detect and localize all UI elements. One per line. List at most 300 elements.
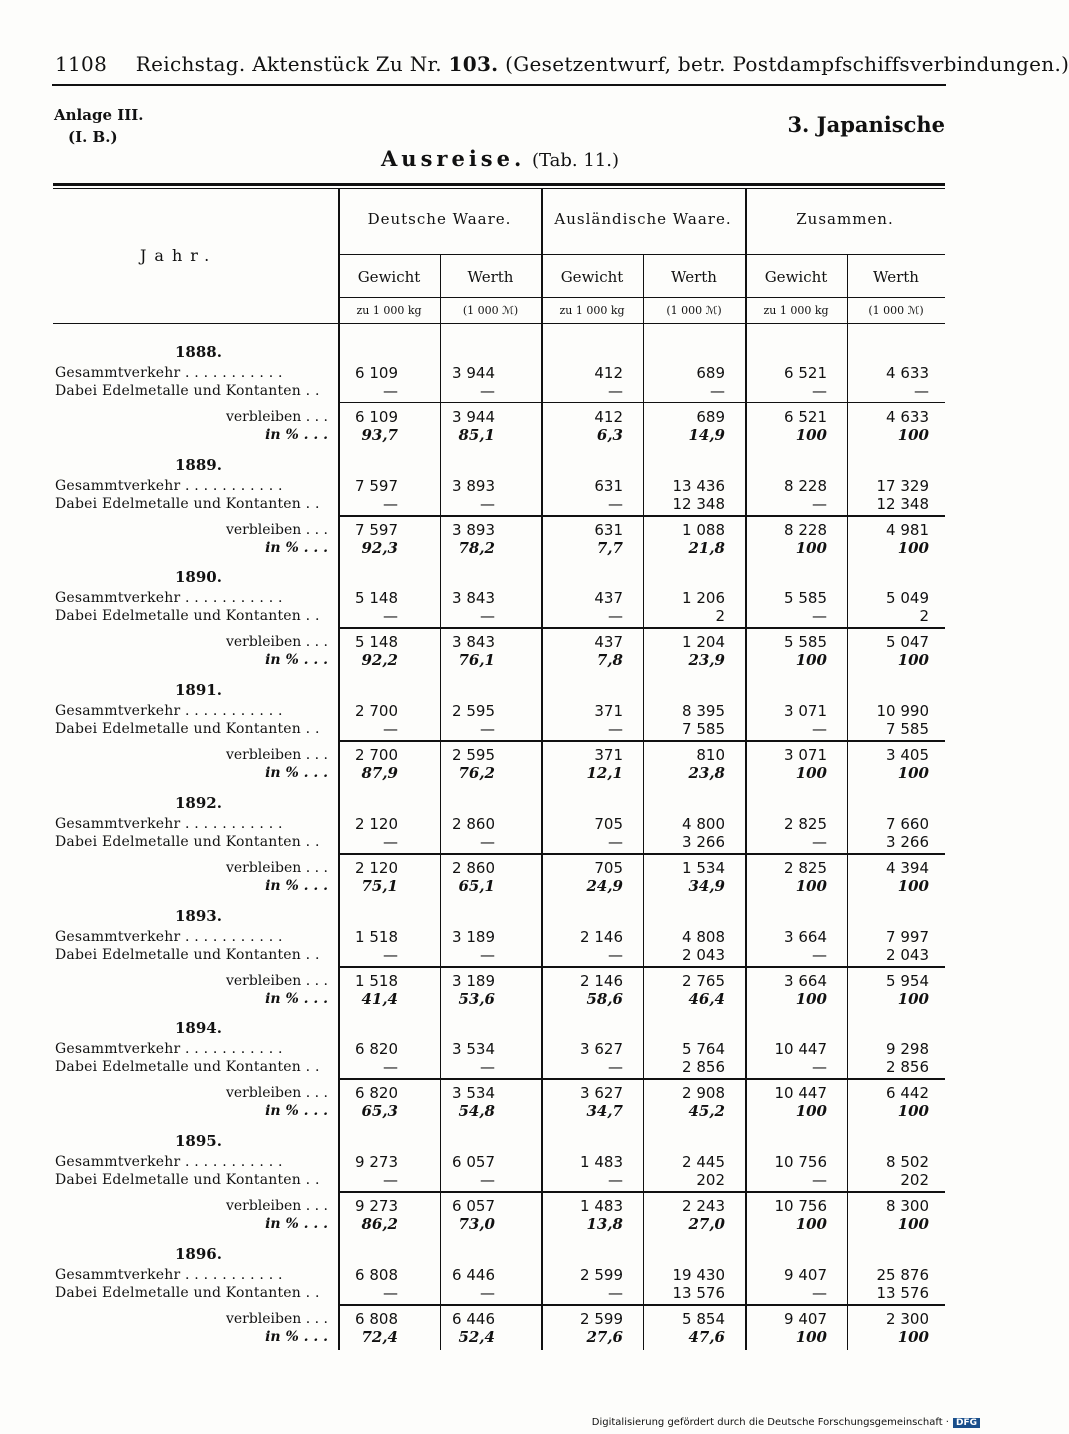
table-cell: — bbox=[812, 1283, 827, 1302]
table-cell: 100 bbox=[795, 876, 827, 895]
table-cell: 412 bbox=[594, 364, 623, 382]
annex-label bbox=[54, 104, 144, 148]
row-label-edelmetalle: Dabei Edelmetalle und Kontanten . . bbox=[55, 833, 320, 850]
table-cell: 6,3 bbox=[596, 426, 623, 444]
table-cell: 4 808 bbox=[682, 927, 725, 946]
document-ref: Aktenstück Zu Nr. bbox=[252, 52, 442, 76]
subtitle-tab: (Tab. 11.) bbox=[531, 150, 619, 171]
table-cell: 65,3 bbox=[361, 1102, 398, 1121]
table-cell: 100 bbox=[897, 1327, 929, 1346]
table-cell: 5 764 bbox=[682, 1040, 725, 1059]
table-cell: 100 bbox=[795, 1327, 827, 1346]
table-cell: — bbox=[383, 832, 398, 851]
column-unit: (1 000 ℳ) bbox=[868, 304, 924, 317]
row-label-gesammtverkehr: Gesammtverkehr . . . . . . . . . . . bbox=[55, 1153, 283, 1170]
column-group-header: Zusammen. bbox=[796, 210, 894, 228]
table-cell: — bbox=[608, 382, 623, 400]
table-cell: 2 bbox=[715, 607, 725, 626]
row-label-edelmetalle: Dabei Edelmetalle und Kontanten . . bbox=[55, 721, 320, 738]
table-cell: 3 664 bbox=[784, 971, 827, 990]
table-cell: 76,1 bbox=[458, 651, 495, 670]
table-cell: 9 407 bbox=[784, 1265, 827, 1284]
subtotal-rule bbox=[338, 402, 945, 403]
table-cell: 2 825 bbox=[784, 858, 827, 877]
table-cell: — bbox=[480, 382, 495, 400]
table-cell: 100 bbox=[795, 538, 827, 557]
row-label-gesammtverkehr: Gesammtverkehr . . . . . . . . . . . bbox=[55, 365, 283, 381]
table-cell: 13,8 bbox=[586, 1214, 623, 1233]
table-cell: 3 627 bbox=[580, 1040, 623, 1059]
table-cell: — bbox=[710, 382, 725, 400]
table-cell: 6 057 bbox=[452, 1152, 495, 1171]
table-cell: — bbox=[480, 1170, 495, 1189]
subtotal-rule bbox=[338, 966, 945, 968]
table-cell: 100 bbox=[897, 651, 929, 670]
row-label-gesammtverkehr: Gesammtverkehr . . . . . . . . . . . bbox=[55, 703, 283, 720]
table-cell: 4 394 bbox=[886, 858, 929, 877]
table-cell: 100 bbox=[897, 1214, 929, 1233]
table-cell: — bbox=[812, 382, 827, 400]
row-label-edelmetalle: Dabei Edelmetalle und Kontanten . . bbox=[55, 946, 320, 963]
table-cell: 3 664 bbox=[784, 927, 827, 946]
document-description: (Gesetzentwurf, betr. Postdampfschiffsverbindungen.) bbox=[505, 52, 1069, 76]
year-label: 1890. bbox=[175, 568, 222, 587]
table-cell: 4 800 bbox=[682, 814, 725, 833]
row-label-percent: in % . . . bbox=[265, 1328, 328, 1345]
table-cell: 52,4 bbox=[458, 1327, 495, 1346]
column-unit: zu 1 000 kg bbox=[356, 304, 422, 317]
table-cell: 7 585 bbox=[682, 720, 725, 739]
table-cell: 6 109 bbox=[355, 408, 398, 426]
table-cell: 27,6 bbox=[586, 1327, 623, 1346]
table-cell: 2 043 bbox=[886, 945, 929, 964]
table-cell: 9 407 bbox=[784, 1309, 827, 1328]
table-cell: 46,4 bbox=[688, 989, 725, 1008]
table-cell: 23,8 bbox=[688, 764, 725, 783]
table-cell: 100 bbox=[795, 989, 827, 1008]
table-cell: 3 189 bbox=[452, 927, 495, 946]
dfg-logo: DFG bbox=[953, 1418, 980, 1428]
table-cell: 10 447 bbox=[774, 1040, 827, 1059]
table-cell: 12 348 bbox=[876, 494, 929, 513]
table-cell: — bbox=[480, 945, 495, 964]
table-cell: 371 bbox=[594, 746, 623, 765]
section-title: 3. Japanische bbox=[787, 112, 945, 137]
table-cell: — bbox=[383, 1283, 398, 1302]
table-cell: 25 876 bbox=[876, 1265, 929, 1284]
table-cell: 2 146 bbox=[580, 927, 623, 946]
row-label-verbleiben: verbleiben . . . bbox=[225, 1197, 328, 1214]
table-cell: 8 228 bbox=[784, 520, 827, 539]
table-cell: 3 071 bbox=[784, 746, 827, 765]
table-cell: 10 756 bbox=[774, 1152, 827, 1171]
table-cell: 2 043 bbox=[682, 945, 725, 964]
table-top-rule bbox=[53, 183, 945, 186]
table-cell: 100 bbox=[795, 651, 827, 670]
table-cell: 3 627 bbox=[580, 1084, 623, 1103]
row-label-verbleiben: verbleiben . . . bbox=[225, 409, 328, 425]
row-label-verbleiben: verbleiben . . . bbox=[225, 634, 328, 651]
table-cell: — bbox=[480, 720, 495, 739]
column-header: Gewicht bbox=[764, 268, 828, 286]
table-cell: — bbox=[480, 494, 495, 513]
row-label-verbleiben: verbleiben . . . bbox=[225, 972, 328, 989]
table-cell: 3 071 bbox=[784, 702, 827, 721]
table-cell: 412 bbox=[594, 408, 623, 426]
table-cell: 4 633 bbox=[886, 408, 929, 426]
table-cell: 2 599 bbox=[580, 1309, 623, 1328]
row-label-percent: in % . . . bbox=[265, 652, 328, 669]
row-label-verbleiben: verbleiben . . . bbox=[225, 747, 328, 764]
table-cell: 3 944 bbox=[452, 364, 495, 382]
row-label-edelmetalle: Dabei Edelmetalle und Kontanten . . bbox=[55, 608, 320, 625]
subtotal-rule bbox=[338, 1304, 945, 1306]
table-cell: — bbox=[608, 1058, 623, 1077]
table-cell: 7,7 bbox=[596, 538, 623, 557]
table-cell: 2 908 bbox=[682, 1084, 725, 1103]
table-cell: 6 521 bbox=[784, 408, 827, 426]
table-cell: 5 047 bbox=[886, 633, 929, 652]
table-cell: 7 585 bbox=[886, 720, 929, 739]
table-cell: 3 189 bbox=[452, 971, 495, 990]
row-label-edelmetalle: Dabei Edelmetalle und Kontanten . . bbox=[55, 1284, 320, 1301]
table-cell: 100 bbox=[897, 876, 929, 895]
table-cell: 3 534 bbox=[452, 1040, 495, 1059]
table-cell: 3 893 bbox=[452, 520, 495, 539]
table-cell: 73,0 bbox=[458, 1214, 495, 1233]
subtitle-main: Ausreise. bbox=[381, 146, 526, 171]
column-unit: zu 1 000 kg bbox=[763, 304, 829, 317]
table-cell: 19 430 bbox=[672, 1265, 725, 1284]
table-cell: 3 893 bbox=[452, 476, 495, 495]
table-cell: 7 997 bbox=[886, 927, 929, 946]
row-label-edelmetalle: Dabei Edelmetalle und Kontanten . . bbox=[55, 383, 320, 399]
table-cell: 6 808 bbox=[355, 1309, 398, 1328]
table-cell: 34,9 bbox=[688, 876, 725, 895]
year-label: 1892. bbox=[175, 793, 222, 812]
row-label-edelmetalle: Dabei Edelmetalle und Kontanten . . bbox=[55, 1171, 320, 1188]
table-cell: 5 585 bbox=[784, 633, 827, 652]
table-cell: 85,1 bbox=[458, 426, 495, 444]
table-cell: 631 bbox=[594, 476, 623, 495]
table-cell: 1 518 bbox=[355, 971, 398, 990]
column-header: Gewicht bbox=[560, 268, 624, 286]
table-cell: — bbox=[812, 607, 827, 626]
table-cell: 3 405 bbox=[886, 746, 929, 765]
year-label: 1894. bbox=[175, 1019, 222, 1038]
table-cell: 2 599 bbox=[580, 1265, 623, 1284]
table-cell: 86,2 bbox=[361, 1214, 398, 1233]
table-cell: 3 843 bbox=[452, 633, 495, 652]
table-cell: 17 329 bbox=[876, 476, 929, 495]
table-cell: 8 228 bbox=[784, 476, 827, 495]
table-cell: 10 756 bbox=[774, 1196, 827, 1215]
document-number: 103. bbox=[448, 52, 499, 76]
table-cell: — bbox=[812, 945, 827, 964]
table-cell: 58,6 bbox=[586, 989, 623, 1008]
table-cell: 705 bbox=[594, 814, 623, 833]
table-cell: 100 bbox=[897, 426, 929, 444]
column-header: Werth bbox=[873, 268, 919, 286]
row-label-percent: in % . . . bbox=[265, 1215, 328, 1232]
header-rule bbox=[52, 84, 946, 86]
table-cell: 7 660 bbox=[886, 814, 929, 833]
column-header: Werth bbox=[671, 268, 717, 286]
table-cell: 27,0 bbox=[688, 1214, 725, 1233]
table-cell: — bbox=[383, 720, 398, 739]
year-label: 1896. bbox=[175, 1244, 222, 1263]
table-cell: 3 944 bbox=[452, 408, 495, 426]
header-bottom-rule bbox=[53, 323, 945, 324]
table-cell: — bbox=[383, 945, 398, 964]
table-cell: 23,9 bbox=[688, 651, 725, 670]
page-number: 1108 bbox=[55, 52, 108, 76]
table-cell: — bbox=[383, 1170, 398, 1189]
table-cell: 689 bbox=[696, 408, 725, 426]
table-cell: — bbox=[812, 1058, 827, 1077]
table-cell: 810 bbox=[696, 746, 725, 765]
table-cell: — bbox=[383, 1058, 398, 1077]
row-label-verbleiben: verbleiben . . . bbox=[225, 521, 328, 538]
column-header: Gewicht bbox=[357, 268, 421, 286]
table-cell: 2 860 bbox=[452, 814, 495, 833]
row-label-percent: in % . . . bbox=[265, 765, 328, 782]
table-cell: 8 300 bbox=[886, 1196, 929, 1215]
table-cell: 12 348 bbox=[672, 494, 725, 513]
row-label-gesammtverkehr: Gesammtverkehr . . . . . . . . . . . bbox=[55, 928, 283, 945]
table-cell: 3 266 bbox=[682, 832, 725, 851]
table-cell: 5 854 bbox=[682, 1309, 725, 1328]
table-cell: 6 820 bbox=[355, 1084, 398, 1103]
table-cell: 1 518 bbox=[355, 927, 398, 946]
row-label-verbleiben: verbleiben . . . bbox=[225, 859, 328, 876]
table-cell: — bbox=[812, 832, 827, 851]
table-cell: 4 633 bbox=[886, 364, 929, 382]
row-label-gesammtverkehr: Gesammtverkehr . . . . . . . . . . . bbox=[55, 590, 283, 607]
table-cell: 87,9 bbox=[361, 764, 398, 783]
table-cell: 93,7 bbox=[361, 426, 398, 444]
table-cell: — bbox=[812, 494, 827, 513]
table-cell: 2 700 bbox=[355, 746, 398, 765]
table-cell: 100 bbox=[897, 989, 929, 1008]
table-cell: 6 446 bbox=[452, 1265, 495, 1284]
subtotal-rule bbox=[338, 627, 945, 629]
table-cell: 100 bbox=[897, 1102, 929, 1121]
table-cell: 6 442 bbox=[886, 1084, 929, 1103]
row-label-percent: in % . . . bbox=[265, 877, 328, 894]
table-cell: 202 bbox=[900, 1170, 929, 1189]
table-cell: 2 595 bbox=[452, 702, 495, 721]
row-label-percent: in % . . . bbox=[265, 539, 328, 556]
table-cell: 1 483 bbox=[580, 1152, 623, 1171]
column-unit: zu 1 000 kg bbox=[559, 304, 625, 317]
table-cell: 34,7 bbox=[586, 1102, 623, 1121]
table-cell: 2 856 bbox=[886, 1058, 929, 1077]
table-cell: — bbox=[480, 1283, 495, 1302]
table-cell: 1 483 bbox=[580, 1196, 623, 1215]
row-label-percent: in % . . . bbox=[265, 990, 328, 1007]
row-label-gesammtverkehr: Gesammtverkehr . . . . . . . . . . . bbox=[55, 1266, 283, 1283]
publication-name: Reichstag. bbox=[135, 52, 246, 76]
table-cell: — bbox=[608, 494, 623, 513]
row-label-gesammtverkehr: Gesammtverkehr . . . . . . . . . . . bbox=[55, 1041, 283, 1058]
table-cell: 437 bbox=[594, 589, 623, 608]
column-header: Werth bbox=[467, 268, 514, 286]
running-header bbox=[55, 52, 1069, 80]
table-cell: — bbox=[480, 832, 495, 851]
table-subtitle bbox=[0, 146, 1000, 171]
table-top-rule-thin bbox=[53, 188, 945, 189]
table-cell: 13 576 bbox=[672, 1283, 725, 1302]
table-cell: 7,8 bbox=[596, 651, 623, 670]
table-cell: 53,6 bbox=[458, 989, 495, 1008]
unit-header-rule bbox=[338, 297, 945, 298]
column-unit: (1 000 ℳ) bbox=[666, 304, 722, 317]
year-label: 1895. bbox=[175, 1131, 222, 1150]
table-cell: 13 436 bbox=[672, 476, 725, 495]
row-label-gesammtverkehr: Gesammtverkehr . . . . . . . . . . . bbox=[55, 477, 283, 494]
table-cell: 7 597 bbox=[355, 520, 398, 539]
table-cell: 1 206 bbox=[682, 589, 725, 608]
annex-title: Anlage III. bbox=[54, 106, 144, 124]
table-cell: 78,2 bbox=[458, 538, 495, 557]
table-cell: 10 447 bbox=[774, 1084, 827, 1103]
table-cell: 41,4 bbox=[361, 989, 398, 1008]
group-header-rule bbox=[338, 254, 945, 255]
table-cell: 6 109 bbox=[355, 364, 398, 382]
table-cell: 1 534 bbox=[682, 858, 725, 877]
table-cell: 2 765 bbox=[682, 971, 725, 990]
table-cell: 6 521 bbox=[784, 364, 827, 382]
table-cell: — bbox=[812, 720, 827, 739]
table-cell: 100 bbox=[795, 1102, 827, 1121]
table-cell: 100 bbox=[795, 1214, 827, 1233]
table-cell: 7 597 bbox=[355, 476, 398, 495]
table-cell: 371 bbox=[594, 702, 623, 721]
table-cell: — bbox=[608, 832, 623, 851]
row-label-percent: in % . . . bbox=[265, 1103, 328, 1120]
table-cell: 2 243 bbox=[682, 1196, 725, 1215]
row-label-verbleiben: verbleiben . . . bbox=[225, 1085, 328, 1102]
table-cell: 3 534 bbox=[452, 1084, 495, 1103]
row-label-edelmetalle: Dabei Edelmetalle und Kontanten . . bbox=[55, 495, 320, 512]
table-cell: 92,2 bbox=[361, 651, 398, 670]
table-cell: — bbox=[608, 1283, 623, 1302]
table-cell: 47,6 bbox=[688, 1327, 725, 1346]
row-label-percent: in % . . . bbox=[265, 427, 328, 443]
table-cell: 76,2 bbox=[458, 764, 495, 783]
table-cell: 5 049 bbox=[886, 589, 929, 608]
footer-text: Digitalisierung gefördert durch die Deutsche Forschungsgemeinschaft · bbox=[591, 1417, 949, 1428]
table-cell: 4 981 bbox=[886, 520, 929, 539]
table-cell: — bbox=[608, 607, 623, 626]
table-cell: 9 273 bbox=[355, 1152, 398, 1171]
table-cell: 2 bbox=[919, 607, 929, 626]
table-cell: 10 990 bbox=[876, 702, 929, 721]
table-cell: 12,1 bbox=[586, 764, 623, 783]
table-cell: 2 120 bbox=[355, 814, 398, 833]
annex-sub: (I. B.) bbox=[68, 128, 118, 146]
table-cell: 92,3 bbox=[361, 538, 398, 557]
table-cell: 689 bbox=[696, 364, 725, 382]
table-cell: 2 825 bbox=[784, 814, 827, 833]
table-cell: 14,9 bbox=[688, 426, 725, 444]
table-cell: 2 146 bbox=[580, 971, 623, 990]
table-cell: 2 120 bbox=[355, 858, 398, 877]
table-cell: 705 bbox=[594, 858, 623, 877]
table-cell: 5 954 bbox=[886, 971, 929, 990]
table-cell: — bbox=[608, 720, 623, 739]
table-cell: — bbox=[383, 382, 398, 400]
table-cell: 9 298 bbox=[886, 1040, 929, 1059]
row-label-gesammtverkehr: Gesammtverkehr . . . . . . . . . . . bbox=[55, 815, 283, 832]
table-cell: 54,8 bbox=[458, 1102, 495, 1121]
table-cell: 2 445 bbox=[682, 1152, 725, 1171]
table-cell: 1 204 bbox=[682, 633, 725, 652]
table-cell: 100 bbox=[795, 426, 827, 444]
table-cell: 2 595 bbox=[452, 746, 495, 765]
table-cell: 5 148 bbox=[355, 633, 398, 652]
year-column-header: Jahr. bbox=[140, 246, 218, 265]
year-label: 1889. bbox=[175, 455, 222, 474]
column-unit: (1 000 ℳ) bbox=[462, 304, 519, 317]
table-cell: 202 bbox=[696, 1170, 725, 1189]
table-cell: 75,1 bbox=[361, 876, 398, 895]
table-cell: — bbox=[608, 945, 623, 964]
table-cell: 2 856 bbox=[682, 1058, 725, 1077]
table-cell: — bbox=[812, 1170, 827, 1189]
subtotal-rule bbox=[338, 853, 945, 855]
footer bbox=[592, 1417, 980, 1428]
table-cell: 6 820 bbox=[355, 1040, 398, 1059]
table-cell: — bbox=[383, 607, 398, 626]
table-cell: — bbox=[608, 1170, 623, 1189]
table-cell: 437 bbox=[594, 633, 623, 652]
table-cell: — bbox=[914, 382, 929, 400]
table-cell: 45,2 bbox=[688, 1102, 725, 1121]
table-cell: 100 bbox=[897, 764, 929, 783]
table-cell: 24,9 bbox=[586, 876, 623, 895]
subtotal-rule bbox=[338, 1078, 945, 1080]
table-cell: 6 808 bbox=[355, 1265, 398, 1284]
table-cell: 2 700 bbox=[355, 702, 398, 721]
table-cell: 65,1 bbox=[458, 876, 495, 895]
table-cell: — bbox=[480, 1058, 495, 1077]
row-label-verbleiben: verbleiben . . . bbox=[225, 1310, 328, 1327]
table-cell: 13 576 bbox=[876, 1283, 929, 1302]
row-label-edelmetalle: Dabei Edelmetalle und Kontanten . . bbox=[55, 1059, 320, 1076]
table-cell: 2 860 bbox=[452, 858, 495, 877]
table-cell: 9 273 bbox=[355, 1196, 398, 1215]
column-group-header: Deutsche Waare. bbox=[367, 210, 512, 228]
column-group-header: Ausländische Waare. bbox=[554, 210, 732, 228]
table-cell: 100 bbox=[795, 764, 827, 783]
table-cell: 5 585 bbox=[784, 589, 827, 608]
table-cell: 2 300 bbox=[886, 1309, 929, 1328]
table-cell: 72,4 bbox=[361, 1327, 398, 1346]
table-cell: 5 148 bbox=[355, 589, 398, 608]
table-cell: 21,8 bbox=[688, 538, 725, 557]
table-cell: 3 843 bbox=[452, 589, 495, 608]
table-cell: 1 088 bbox=[682, 520, 725, 539]
table-cell: 8 502 bbox=[886, 1152, 929, 1171]
table-cell: 6 057 bbox=[452, 1196, 495, 1215]
subtotal-rule bbox=[338, 1191, 945, 1193]
year-label: 1891. bbox=[175, 681, 222, 700]
subtotal-rule bbox=[338, 515, 945, 517]
year-label: 1888. bbox=[175, 343, 222, 361]
table-cell: 3 266 bbox=[886, 832, 929, 851]
